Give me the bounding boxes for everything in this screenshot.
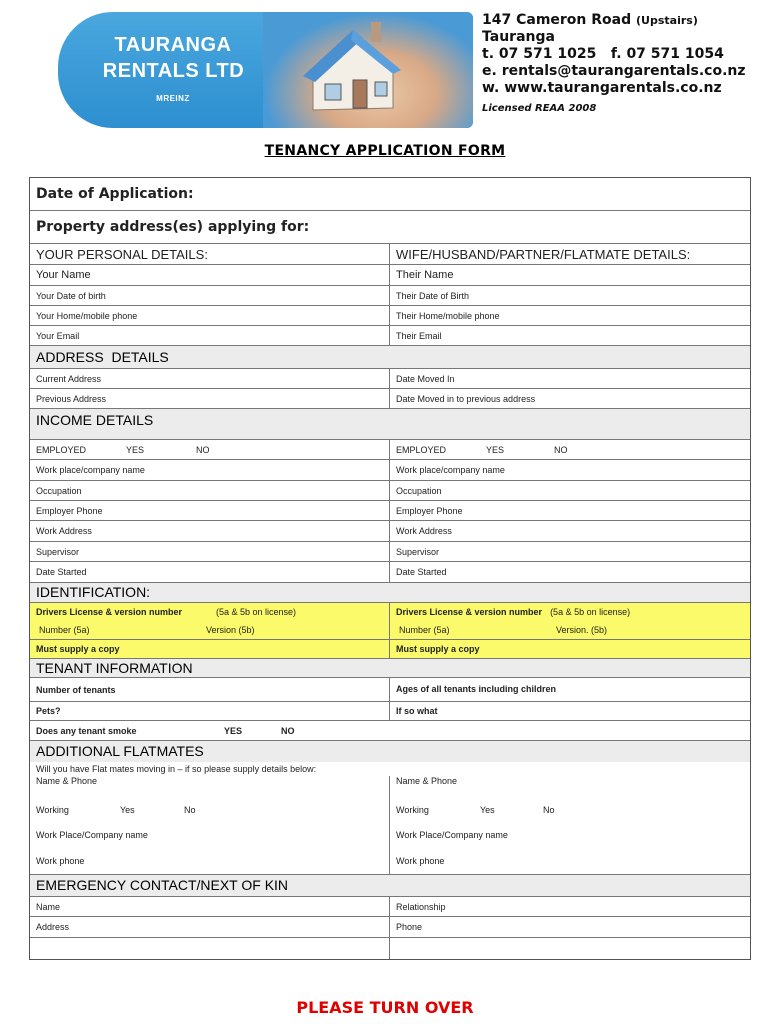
emergency-blank-row — [30, 938, 750, 959]
flatmates-intro-text: Will you have Flat mates moving in – if so please supply details below: — [36, 764, 317, 774]
employed-label: EMPLOYED — [36, 444, 87, 455]
their-email-field[interactable]: Their Email — [396, 330, 442, 341]
number-of-tenants-row — [30, 678, 750, 702]
flatmate-work-phone-field[interactable]: Work phone — [30, 847, 390, 874]
flatmates-intro-row — [30, 762, 750, 776]
company-logo-banner — [58, 12, 473, 128]
please-turn-over: PLEASE TURN OVER — [296, 998, 474, 1017]
their-phone-field[interactable]: Their Home/mobile phone — [396, 310, 500, 321]
phone-line: t. 07 571 1025 f. 07 571 1054 — [482, 46, 724, 62]
smoke-no-option[interactable]: NO — [281, 725, 295, 736]
identification-heading: IDENTIFICATION: — [30, 583, 750, 602]
emergency-relationship-field[interactable]: Relationship — [396, 901, 446, 912]
pets-details-field[interactable]: If so what — [396, 706, 438, 716]
address-line2: Tauranga — [482, 29, 555, 45]
flatmate-work-phone-field-2[interactable]: Work phone — [396, 855, 445, 866]
contact-details — [482, 12, 746, 117]
version-5b-field[interactable]: Version (5b) — [206, 624, 255, 635]
flatmate-working-yes[interactable]: Yes — [120, 805, 135, 815]
must-supply-copy-left: Must supply a copy — [30, 640, 390, 658]
tenant-section-row — [30, 659, 750, 678]
their-dob-field[interactable]: Their Date of Birth — [396, 290, 470, 301]
company-name-line2: RENTALS LTD — [102, 60, 245, 82]
flatmate-working-row — [30, 798, 750, 822]
property-address-row[interactable] — [30, 211, 750, 244]
flatmate-workplace-row — [30, 822, 750, 847]
your-dob-field[interactable]: Your Date of birth — [30, 286, 390, 305]
date-started-field[interactable]: Date Started — [30, 562, 390, 582]
emergency-section-row — [30, 875, 750, 897]
supervisor-field-partner[interactable]: Supervisor — [396, 546, 440, 557]
flatmate-working-right[interactable] — [390, 798, 750, 822]
employer-phone-field-partner[interactable]: Employer Phone — [396, 505, 463, 516]
emergency-address-row — [30, 917, 750, 938]
license-label-left: Drivers License & version number (5a & 5b on license) — [30, 603, 390, 620]
flatmate-working-left[interactable] — [30, 798, 390, 822]
date-started-field-partner[interactable]: Date Started — [396, 567, 447, 577]
dob-row — [30, 286, 750, 306]
employed-row — [30, 440, 750, 460]
flatmate-name-phone-field-2[interactable]: Name & Phone — [396, 776, 458, 786]
number-5a-field[interactable]: Number (5a) — [39, 624, 90, 635]
workplace-field-partner[interactable]: Work place/company name — [396, 465, 505, 475]
employer-phone-row — [30, 501, 750, 521]
occupation-field[interactable]: Occupation — [30, 481, 390, 500]
work-address-field[interactable]: Work Address — [30, 521, 390, 541]
date-started-row — [30, 562, 750, 583]
employed-left[interactable] — [30, 440, 390, 459]
license-label-right: Drivers License & version number (5a & 5b on license) — [396, 606, 631, 617]
pets-row — [30, 702, 750, 721]
previous-address-field[interactable]: Previous Address — [30, 389, 390, 408]
phone-row — [30, 306, 750, 326]
pets-field[interactable]: Pets? — [30, 702, 390, 720]
address-details-heading: ADDRESS DETAILS — [30, 346, 750, 368]
form-title: TENANCY APPLICATION FORM — [264, 143, 506, 159]
number-5a-field-partner[interactable]: Number (5a) — [399, 624, 450, 635]
date-of-application-row[interactable] — [30, 178, 750, 211]
emergency-blank-right[interactable] — [390, 938, 750, 959]
smoke-label: Does any tenant smoke — [36, 725, 137, 736]
address-line1: 147 Cameron Road (Upstairs) — [482, 12, 698, 28]
emergency-name-row — [30, 897, 750, 917]
email-line: e. rentals@taurangarentals.co.nz — [482, 63, 746, 79]
flatmate-working-no[interactable]: No — [184, 805, 196, 815]
flatmate-working-no-2[interactable]: No — [543, 805, 555, 815]
address-section-row — [30, 346, 750, 369]
supervisor-row — [30, 542, 750, 562]
name-row — [30, 265, 750, 286]
ages-of-tenants-field[interactable]: Ages of all tenants including children — [396, 684, 557, 694]
smoke-yes-option[interactable]: YES — [224, 725, 243, 736]
emergency-phone-field[interactable]: Phone — [396, 922, 423, 932]
work-address-field-partner[interactable]: Work Address — [396, 526, 452, 536]
smoke-row — [30, 721, 750, 741]
employed-yes-option[interactable]: YES — [126, 444, 145, 455]
current-address-field[interactable]: Current Address — [30, 369, 390, 388]
partner-details-header: WIFE/HUSBAND/PARTNER/FLATMATE DETAILS: — [396, 246, 691, 262]
workplace-field[interactable]: Work place/company name — [30, 460, 390, 480]
version-5b-field-partner[interactable]: Version. (5b) — [556, 624, 608, 635]
must-supply-row — [30, 640, 750, 659]
additional-flatmates-heading: ADDITIONAL FLATMATES — [30, 741, 750, 762]
license-row — [30, 603, 750, 620]
employed-right[interactable] — [390, 440, 750, 459]
date-moved-previous-field[interactable]: Date Moved in to previous address — [396, 393, 536, 404]
employed-label-partner: EMPLOYED — [396, 444, 447, 455]
your-email-field[interactable]: Your Email — [30, 326, 390, 345]
smoke-question[interactable] — [30, 721, 750, 740]
flatmate-name-phone-field[interactable]: Name & Phone — [30, 776, 390, 798]
number-of-tenants-field[interactable]: Number of tenants — [30, 678, 390, 701]
your-name-field[interactable]: Your Name — [30, 265, 390, 285]
flatmate-workplace-field[interactable]: Work Place/Company name — [30, 822, 390, 847]
house-icon — [293, 18, 413, 123]
employed-yes-option-partner[interactable]: YES — [486, 444, 505, 455]
flatmate-work-phone-row — [30, 847, 750, 875]
emergency-blank-left[interactable] — [30, 938, 390, 959]
flatmate-working-label-2: Working — [396, 805, 429, 815]
work-address-row — [30, 521, 750, 542]
emergency-name-field[interactable]: Name — [30, 897, 390, 916]
income-details-heading: INCOME DETAILS — [30, 409, 750, 439]
employed-no-option[interactable]: NO — [196, 444, 210, 455]
employed-no-option-partner[interactable]: NO — [554, 444, 568, 455]
occupation-field-partner[interactable]: Occupation — [396, 485, 442, 496]
flatmate-working-label: Working — [36, 805, 69, 815]
property-address-label: Property address(es) applying for: — [36, 219, 310, 235]
flatmate-name-row — [30, 776, 750, 798]
occupation-row — [30, 481, 750, 501]
tenancy-form — [29, 177, 751, 960]
mreinz-label: MREINZ — [156, 94, 190, 103]
must-supply-copy-right: Must supply a copy — [396, 644, 480, 654]
identification-section-row — [30, 583, 750, 603]
tenant-information-heading: TENANT INFORMATION — [30, 659, 750, 677]
license-number-row — [30, 620, 750, 640]
your-personal-details-header: YOUR PERSONAL DETAILS: — [30, 244, 390, 264]
workplace-row — [30, 460, 750, 481]
employer-phone-field[interactable]: Employer Phone — [30, 501, 390, 520]
company-name-line1: TAURANGA — [114, 34, 232, 56]
previous-address-row — [30, 389, 750, 409]
email-row — [30, 326, 750, 346]
license-number-right[interactable] — [390, 620, 750, 639]
flatmates-section-row — [30, 741, 750, 762]
current-address-row — [30, 369, 750, 389]
their-name-field[interactable]: Their Name — [396, 269, 454, 281]
flatmate-working-yes-2[interactable]: Yes — [480, 805, 495, 815]
personal-details-header-row — [30, 244, 750, 265]
emergency-contact-heading: EMERGENCY CONTACT/NEXT OF KIN — [30, 875, 750, 896]
income-section-row — [30, 409, 750, 440]
license-number-left[interactable] — [30, 620, 390, 639]
supervisor-field[interactable]: Supervisor — [30, 542, 390, 561]
date-of-application-label: Date of Application: — [36, 186, 194, 202]
licensed-line: Licensed REAA 2008 — [482, 103, 597, 114]
flatmate-workplace-field-2[interactable]: Work Place/Company name — [396, 829, 508, 840]
date-moved-in-field[interactable]: Date Moved In — [396, 373, 455, 384]
your-phone-field[interactable]: Your Home/mobile phone — [30, 306, 390, 325]
emergency-address-field[interactable]: Address — [30, 917, 390, 937]
web-line: w. www.taurangarentals.co.nz — [482, 80, 722, 96]
